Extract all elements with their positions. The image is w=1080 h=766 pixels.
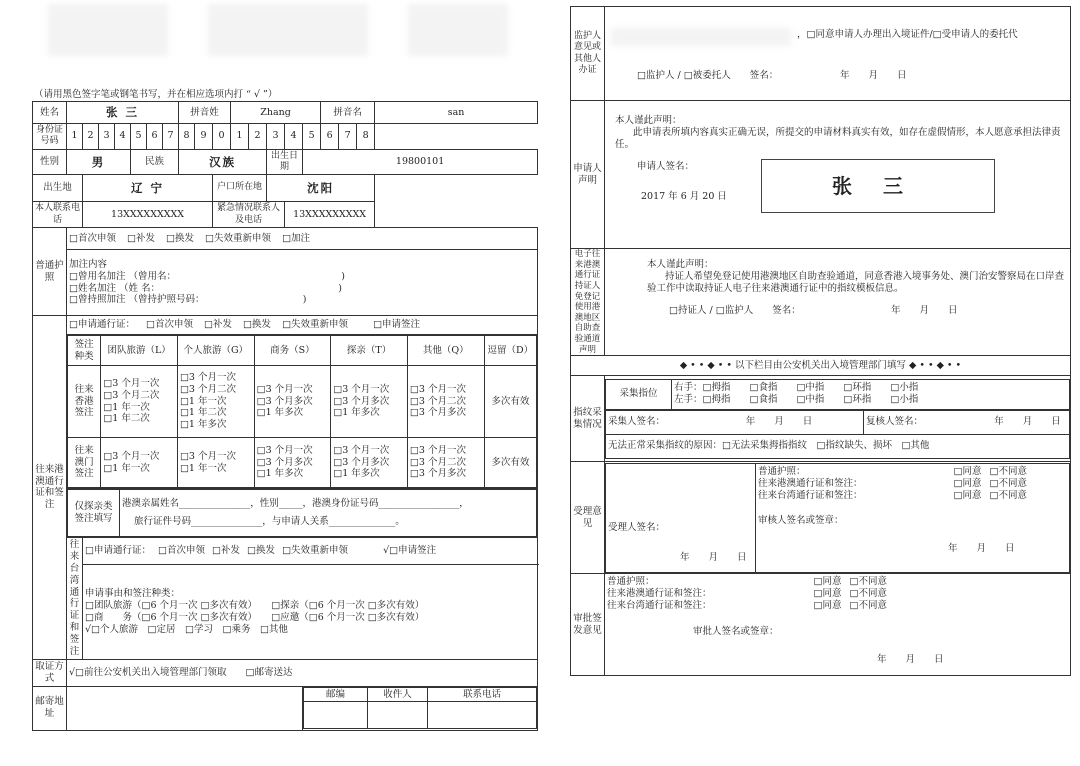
col-header-family: 探亲（T） [331, 336, 408, 366]
reviewer-sign[interactable]: 复核人签名： 年 月 日 [864, 410, 1070, 434]
option[interactable]: □1 年一次 [179, 462, 227, 474]
endorse-name[interactable]: □姓名加注 （姓 名： [69, 282, 156, 294]
hk-option-reissue[interactable]: □补发 [204, 319, 233, 331]
hk-family-options [331, 366, 408, 438]
paren: ) [341, 270, 345, 282]
option[interactable]: □3 个月一次 [103, 377, 160, 389]
option[interactable]: □3 个月一次 [333, 383, 390, 395]
declaration-date: 2017 年 6 月 20 日 [641, 190, 727, 202]
approve-disagree[interactable]: □不同意 [849, 576, 887, 588]
accept-agree[interactable]: □同意 [953, 489, 982, 501]
family-visit-label: 仅探亲类签注填写 [68, 490, 120, 537]
option[interactable]: □3 个月一次 [179, 371, 236, 383]
form-instruction: （请用黑色签字笔或钢笔书写，并在相应选项内打 “ √ ”） [34, 89, 278, 100]
pickup-label: 取证方式 [33, 659, 67, 686]
option[interactable]: □3 个月一次 [409, 383, 466, 395]
option[interactable]: □3 个月一次 [256, 383, 313, 395]
relative-doc-line[interactable]: 旅行证件号码_______________，与申请人关系______________。 [134, 516, 405, 527]
hk-other-options [407, 366, 484, 438]
tw-option-first[interactable]: □首次申领 [158, 545, 205, 557]
macau-individual-options [177, 438, 254, 488]
tw-option-reissue[interactable]: □补发 [212, 545, 241, 557]
egate-text: 持证人希望免登记使用港澳地区自助查验通道，同意香港入境事务处、澳门治安警察局在口岸查验工作中读取持证人电子往来港澳通行证中的指纹模板信息。 [647, 270, 1065, 294]
hk-endorsement-grid [67, 335, 538, 489]
postcode-label: 邮编 [304, 687, 368, 702]
birth-date-label: 出生日期 [267, 149, 303, 175]
collector-sign[interactable]: 采集人签名： 年 月 日 [606, 410, 864, 434]
pinyin-surname-field[interactable]: Zhang [231, 102, 321, 124]
option[interactable]: □1 年二次 [103, 413, 150, 425]
macau-business-options [254, 438, 331, 488]
acceptor-area [606, 463, 756, 572]
approval-label: 审批签发意见 [571, 574, 605, 676]
recipient-label: 收件人 [368, 687, 428, 702]
fingerprint-failure-reason[interactable]: 无法正常采集指纹的原因：□无法采集拇指指纹 □指纹缺失、损坏 □其他 [606, 434, 1070, 458]
id-digit[interactable]: 3 [267, 124, 285, 150]
id-number-label: 身份证号码 [33, 124, 67, 150]
hk-option-endorse[interactable]: □申请签注 [373, 319, 421, 331]
tw-reason-line[interactable]: □团队旅游（□6 个月一次 □多次有效） □探亲（□6 个月一次 □多次有效） [85, 600, 425, 612]
ethnicity-field[interactable]: 汉族 [179, 149, 267, 175]
contact-phone-label: 联系电话 [428, 687, 537, 702]
option[interactable]: □3 个月多次 [333, 395, 390, 407]
approve-item: 往来台湾通行证和签注： [607, 600, 712, 611]
egate-sign-line[interactable]: □持证人 / □监护人 签名： 年 月 日 [669, 304, 958, 316]
option[interactable]: □3 个月二次 [409, 456, 466, 468]
hk-business-options [254, 366, 331, 438]
option[interactable]: □3 个月一次 [409, 444, 466, 456]
accept-item: 普通护照： [758, 465, 806, 477]
office-use-table [570, 6, 1071, 676]
col-header-group-tour: 团队旅游（L） [101, 336, 178, 366]
applicant-declaration [605, 101, 1071, 249]
endorse-title: 加注内容 [69, 258, 108, 270]
hukou-field[interactable]: 沈阳 [267, 175, 375, 202]
relative-info-line[interactable]: 港澳亲属姓名_______________，性别_____，港澳身份证号码_________________， [122, 498, 469, 510]
applicant-declaration-label: 申请人声明 [571, 101, 605, 249]
birthplace-label: 出生地 [33, 175, 83, 202]
hk-option-first[interactable]: □首次申领 [146, 319, 193, 331]
hk-macau-options [67, 316, 538, 335]
option[interactable]: □3 个月多次 [409, 407, 466, 419]
acceptance-label: 受理意见 [571, 462, 605, 574]
macau-other-options [407, 438, 484, 488]
option[interactable]: □3 个月多次 [409, 468, 466, 480]
hk-endorse-label: 往来香港签注 [68, 366, 101, 438]
endorse-former-name[interactable]: □曾用名加注 （曾用名： [69, 270, 172, 282]
id-digit[interactable]: 3 [99, 124, 115, 150]
endorse-line [69, 294, 535, 306]
birthplace-field[interactable]: 辽 宁 [83, 175, 213, 202]
finger-options [672, 379, 1070, 409]
pinyin-given-field[interactable]: san [375, 102, 538, 124]
approve-item: 普通护照： [607, 576, 655, 588]
option[interactable]: □3 个月一次 [256, 444, 313, 456]
paren: ) [302, 294, 307, 306]
option[interactable]: □3 个月二次 [103, 389, 160, 401]
id-digit[interactable]: 1 [67, 124, 83, 150]
applicant-signature-box[interactable] [761, 159, 995, 213]
recipient-field[interactable] [368, 702, 428, 728]
id-digit[interactable]: 1 [231, 124, 249, 150]
option[interactable]: □3 个月一次 [179, 450, 236, 462]
col-header-other: 其他（Q） [407, 336, 484, 366]
redacted-area [408, 4, 508, 56]
endorse-former-passport[interactable]: □曾持照加注 （曾持护照号码： [69, 294, 200, 306]
hk-option-expired[interactable]: □失效重新申领 [282, 319, 349, 331]
macau-stay-value[interactable]: 多次有效 [484, 438, 537, 488]
passport-option-first[interactable]: □首次申领 [69, 232, 116, 244]
redacted-area [48, 4, 168, 56]
acceptor-sign[interactable]: 受理人签名： [608, 522, 666, 533]
mail-address-field[interactable] [67, 686, 303, 730]
id-digit[interactable]: 8 [357, 124, 375, 150]
option[interactable]: □3 个月多次 [256, 395, 313, 407]
taiwan-reasons [83, 565, 538, 659]
option[interactable]: □3 个月二次 [179, 383, 236, 395]
approve-agree[interactable]: □同意 [813, 588, 842, 600]
name-field[interactable]: 张 三 [67, 102, 179, 124]
egate-label: 电子往来港澳通行证持证人免登记使用港澳地区自助查验通道声明 [571, 249, 605, 356]
applicant-signature: 张 三 [832, 173, 915, 198]
declaration-title: 本人谨此声明： [615, 115, 682, 126]
guardian-sign-line[interactable]: □监护人 / □被委托人 签名： 年 月 日 [637, 69, 907, 81]
pinyin-surname-label: 拼音姓 [179, 102, 231, 124]
birth-date-field[interactable]: 19800101 [303, 149, 538, 175]
approver-sign[interactable]: 审批人签名或签章： [693, 625, 779, 637]
gender-label: 性别 [33, 149, 67, 175]
phone-field[interactable]: 13XXXXXXXXX [83, 202, 213, 228]
accept-disagree[interactable]: □不同意 [989, 465, 1027, 477]
tw-permit-apply[interactable]: □申请通行证： [85, 545, 151, 557]
right-hand-options[interactable]: 右手：□拇指 □食指 □中指 □环指 □小指 [674, 382, 919, 394]
option[interactable]: □1 年一次 [103, 401, 150, 413]
guardian-section [605, 7, 1071, 101]
hk-permit-apply[interactable]: □申请通行证： [69, 319, 135, 331]
option[interactable]: □3 个月多次 [256, 456, 313, 468]
id-digit[interactable]: 6 [147, 124, 163, 150]
phone-label: 本人联系电话 [33, 202, 83, 228]
id-digit[interactable]: 7 [339, 124, 357, 150]
paren: ) [338, 282, 342, 294]
hk-individual-options [177, 366, 254, 438]
passport-options [67, 228, 538, 250]
family-visit-row [67, 489, 538, 538]
id-digit[interactable]: 0 [213, 124, 231, 150]
approve-agree[interactable]: □同意 [813, 576, 842, 588]
col-header-individual: 个人旅游（G） [177, 336, 254, 366]
tw-reason-line[interactable]: □商 务（□6 个月一次 □多次有效） □应邀（□6 个月一次 □多次有效） [85, 612, 425, 624]
auditor-area [756, 463, 1070, 572]
mail-address-label: 邮寄地址 [33, 686, 67, 730]
auditor-date: 年 月 日 [948, 543, 1015, 555]
passport-section-label: 普通护照 [33, 228, 67, 316]
approve-item: 往来港澳通行证和签注： [607, 588, 712, 600]
approval-section [605, 574, 1071, 676]
application-form-page-2 [570, 6, 1070, 700]
family-visit-fields [120, 490, 537, 537]
approve-agree[interactable]: □同意 [813, 600, 842, 611]
id-digit[interactable]: 2 [83, 124, 99, 150]
col-header-business: 商务（S） [254, 336, 331, 366]
macau-endorse-label: 往来澳门签注 [68, 438, 101, 488]
accept-agree[interactable]: □同意 [953, 465, 982, 477]
hukou-label: 户口所在地 [213, 175, 267, 202]
redacted-area [208, 4, 368, 56]
application-form-page-1 [28, 0, 534, 748]
accept-item: 往来港澳通行证和签注： [758, 477, 863, 489]
office-use-header: ◆ • • ◆ • • 以下栏目由公安机关出入境管理部门填写 ◆ • • ◆ • • [571, 356, 1071, 376]
postcode-field[interactable] [304, 702, 368, 728]
endorse-type-header: 签注种类 [68, 336, 101, 366]
emergency-contact-field[interactable]: 13XXXXXXXXX [285, 202, 375, 228]
accept-disagree[interactable]: □不同意 [989, 489, 1027, 501]
hk-stay-value[interactable]: 多次有效 [484, 366, 537, 438]
option[interactable]: □1 年多次 [333, 468, 380, 480]
accept-item: 往来台湾通行证和签注： [758, 489, 863, 501]
approve-disagree[interactable]: □不同意 [849, 600, 887, 611]
option[interactable]: □3 个月二次 [409, 395, 466, 407]
id-digit[interactable]: 4 [115, 124, 131, 150]
macau-group-options [101, 438, 178, 488]
auditor-sign[interactable]: 审核人签名或签章： [758, 515, 844, 527]
tw-option-expired[interactable]: □失效重新申领 [282, 545, 349, 557]
egate-title: 本人谨此声明： [647, 259, 714, 270]
passport-endorsement [67, 250, 538, 316]
contact-phone-field[interactable] [428, 702, 537, 728]
approve-disagree[interactable]: □不同意 [849, 588, 887, 600]
tw-reason-title: 申请事由和签注种类： [85, 588, 181, 600]
option[interactable]: □1 年二次 [179, 407, 227, 419]
hk-group-options [101, 366, 178, 438]
passport-option-expired[interactable]: □失效重新申领 [205, 232, 272, 244]
id-digit[interactable]: 2 [249, 124, 267, 150]
egate-declaration [605, 249, 1071, 356]
passport-option-endorse[interactable]: □加注 [282, 232, 311, 244]
emergency-contact-label: 紧急情况联系人及电话 [213, 202, 285, 228]
option[interactable]: □1 年多次 [256, 407, 304, 419]
applicant-info-table [32, 101, 538, 731]
mail-subgrid [303, 686, 538, 730]
applicant-sign-label: 申请人签名： [637, 160, 695, 172]
tw-option-renew[interactable]: □换发 [247, 545, 276, 557]
id-digit[interactable]: 6 [321, 124, 339, 150]
declaration-text: 此申请表所填内容真实正确无误，所提交的申请材料真实有效，如存在虚假情形，本人愿意承担法律责任。 [615, 126, 1061, 150]
pinyin-given-label: 拼音名 [321, 102, 375, 124]
option[interactable]: □3 个月一次 [333, 444, 390, 456]
id-digit[interactable]: 8 [179, 124, 195, 150]
option[interactable]: □1 年多次 [179, 419, 227, 431]
left-hand-options[interactable]: 左手：□拇指 □食指 □中指 □环指 □小指 [674, 394, 919, 406]
passport-option-renew[interactable]: □换发 [166, 232, 195, 244]
option[interactable]: □1 年一次 [179, 395, 227, 407]
acceptor-date: 年 月 日 [680, 551, 747, 563]
tw-option-endorse[interactable]: √□申请签注 [383, 545, 437, 557]
finger-position-label: 采集指位 [606, 379, 672, 409]
col-header-stay: 逗留（D） [484, 336, 537, 366]
taiwan-section-label: 往来台湾通行证和签注 [67, 538, 83, 660]
option[interactable]: □3 个月多次 [333, 456, 390, 468]
option[interactable]: □3 个月一次 [103, 450, 160, 462]
id-digit[interactable]: 7 [163, 124, 179, 150]
endorse-line [69, 271, 535, 283]
id-digit[interactable]: 4 [285, 124, 303, 150]
acceptance-section [605, 462, 1071, 574]
ethnicity-label: 民族 [131, 149, 179, 175]
option[interactable]: □1 年一次 [103, 462, 150, 474]
hk-option-renew[interactable]: □换发 [243, 319, 272, 331]
endorse-line [69, 283, 535, 295]
fingerprint-section [605, 376, 1071, 462]
pickup-options[interactable]: √□前往公安机关出入境管理部门领取 □邮寄送达 [67, 659, 538, 686]
redacted-area [611, 28, 791, 46]
hk-macau-section-label: 往来港澳通行证和签注 [33, 316, 67, 660]
accept-disagree[interactable]: □不同意 [989, 477, 1027, 489]
option[interactable]: □1 年多次 [256, 468, 304, 480]
macau-family-options [331, 438, 408, 488]
fingerprint-label: 指纹采集情况 [571, 376, 605, 462]
gender-field[interactable]: 男 [67, 149, 131, 175]
guardian-label: 监护人意见或其他人办证 [571, 7, 605, 101]
taiwan-options [83, 538, 538, 565]
approver-date: 年 月 日 [877, 653, 944, 665]
option[interactable]: □1 年多次 [333, 407, 380, 419]
id-digit[interactable]: 9 [195, 124, 213, 150]
id-digit[interactable]: 5 [131, 124, 147, 150]
tw-reason-line[interactable]: √□个人旅游 □定居 □学习 □乘务 □其他 [85, 623, 288, 635]
name-label: 姓名 [33, 102, 67, 124]
passport-option-reissue[interactable]: □补发 [127, 232, 155, 244]
guardian-consent[interactable]: ，□同意申请人办理出入境证件/□受申请人的委托代 [797, 28, 1018, 40]
accept-agree[interactable]: □同意 [953, 477, 982, 489]
id-digit[interactable]: 5 [303, 124, 321, 150]
